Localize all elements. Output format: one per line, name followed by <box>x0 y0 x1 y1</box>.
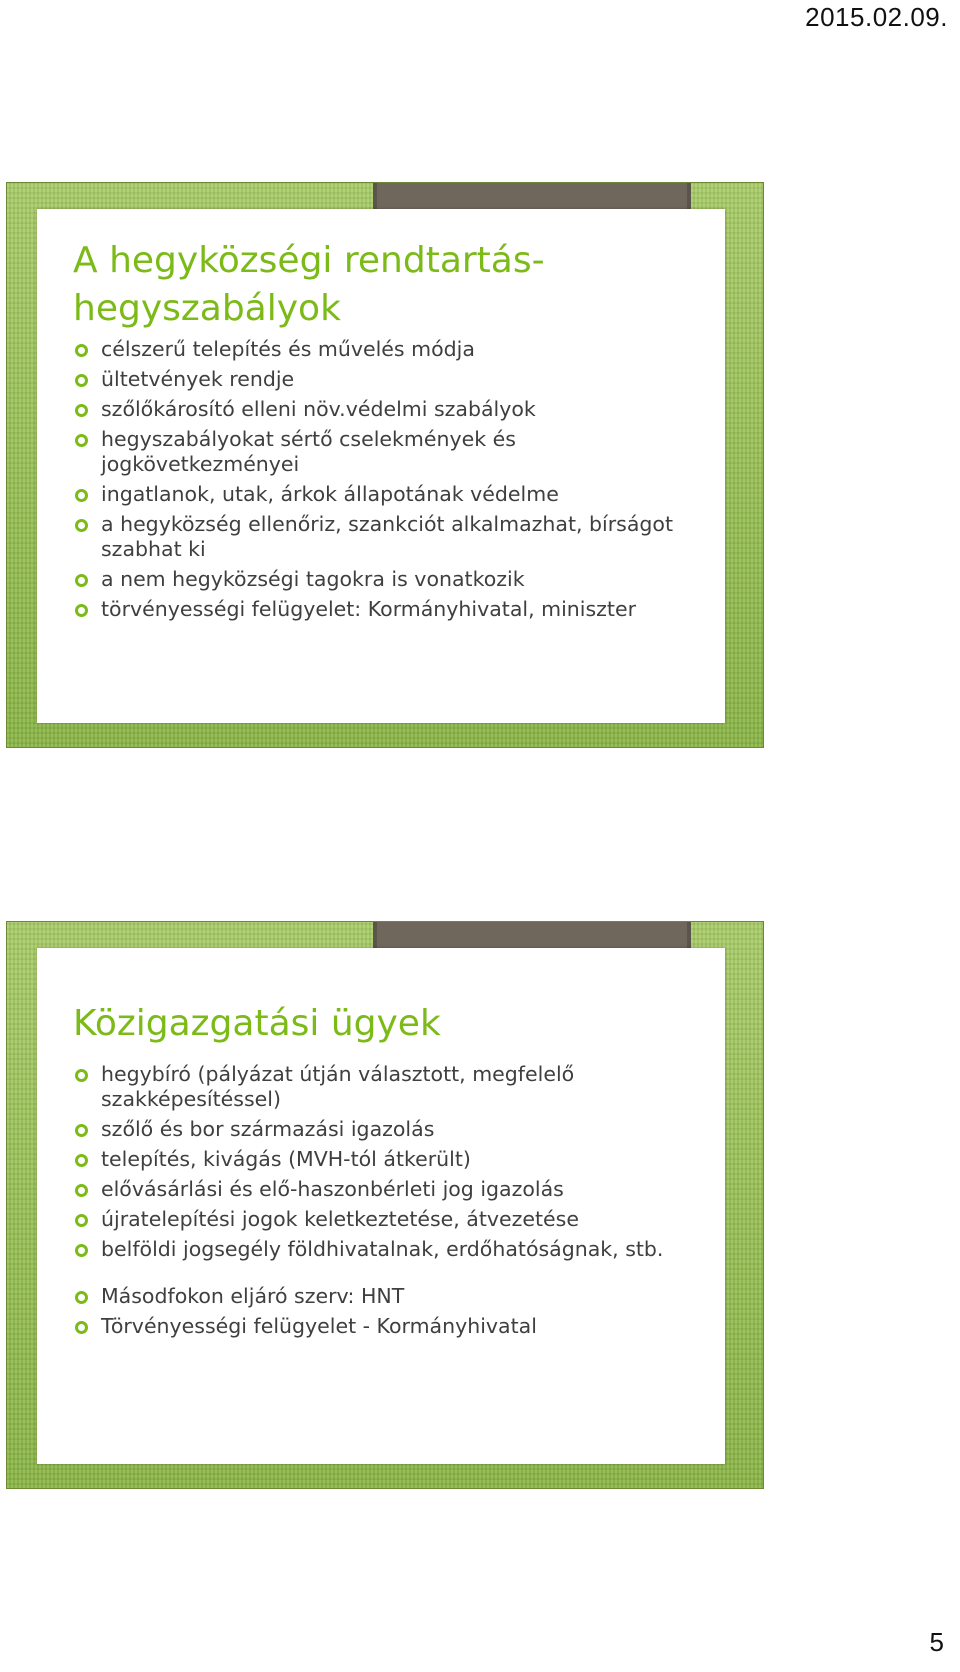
bullet-text: hegybíró (pályázat útján választott, megfelelő szakképesítéssel) <box>101 1062 575 1111</box>
list-item <box>73 1147 713 1172</box>
list-item <box>73 427 713 477</box>
list-item <box>73 1284 713 1309</box>
slide-title: A hegyközségi rendtartás-hegyszabályok <box>73 240 545 329</box>
bullet-icon <box>75 1154 88 1167</box>
bullet-list <box>73 1062 713 1344</box>
bullet-icon <box>75 1214 88 1227</box>
bullet-text: elővásárlási és elő-haszonbérleti jog igazolás <box>101 1177 564 1201</box>
slide-hegyszabalyok <box>6 182 764 748</box>
bullet-list <box>73 337 713 627</box>
bullet-text: a nem hegyközségi tagokra is vonatkozik <box>101 567 525 591</box>
bullet-text: ültetvények rendje <box>101 367 295 391</box>
list-item <box>73 367 713 392</box>
list-item <box>73 1314 713 1339</box>
bullet-text: szőlő és bor származási igazolás <box>101 1117 435 1141</box>
bullet-text: célszerű telepítés és művelés módja <box>101 337 475 361</box>
bullet-icon <box>75 1291 88 1304</box>
bullet-text: Törvényességi felügyelet - Kormányhivatal <box>101 1314 537 1338</box>
list-item <box>73 337 713 362</box>
bullet-icon <box>75 574 88 587</box>
bullet-icon <box>75 1069 88 1082</box>
bullet-icon <box>75 1321 88 1334</box>
bullet-icon <box>75 404 88 417</box>
bullet-icon <box>75 1124 88 1137</box>
bullet-icon <box>75 344 88 357</box>
bullet-text: újratelepítési jogok keletkeztetése, átvezetése <box>101 1207 579 1231</box>
list-item <box>73 482 713 507</box>
bullet-text: szőlőkárosító elleni növ.védelmi szabályok <box>101 397 536 421</box>
bullet-icon <box>75 1184 88 1197</box>
bullet-text: ingatlanok, utak, árkok állapotának védelme <box>101 482 559 506</box>
list-item <box>73 1237 713 1262</box>
list-item <box>73 512 713 562</box>
slide-kozigazgatasi-ugyek <box>6 921 764 1489</box>
bullet-icon <box>75 374 88 387</box>
list-item <box>73 567 713 592</box>
list-item <box>73 1207 713 1232</box>
bullet-icon <box>75 604 88 617</box>
list-item <box>73 597 713 622</box>
print-date: 2015.02.09. <box>805 2 948 32</box>
list-item <box>73 397 713 422</box>
bullet-text: törvényességi felügyelet: Kormányhivatal, miniszter <box>101 597 637 621</box>
bullet-icon <box>75 489 88 502</box>
bullet-text: a hegyközség ellenőriz, szankciót alkalmazhat, bírságot szabhat ki <box>101 512 674 561</box>
bullet-text: belföldi jogsegély földhivatalnak, erdőhatóságnak, stb. <box>101 1237 664 1261</box>
bullet-icon <box>75 1244 88 1257</box>
list-item <box>73 1062 713 1112</box>
list-item <box>73 1177 713 1202</box>
bullet-icon <box>75 519 88 532</box>
bullet-text: hegyszabályokat sértő cselekmények és jogkövetkezményei <box>101 427 516 476</box>
slide-title: Közigazgatási ügyek <box>73 1003 441 1044</box>
bullet-text: telepítés, kivágás (MVH-tól átkerült) <box>101 1147 471 1171</box>
list-item <box>73 1117 713 1142</box>
bullet-icon <box>75 434 88 447</box>
bullet-text: Másodfokon eljáró szerv: HNT <box>101 1284 405 1308</box>
page-number: 5 <box>929 1627 944 1657</box>
